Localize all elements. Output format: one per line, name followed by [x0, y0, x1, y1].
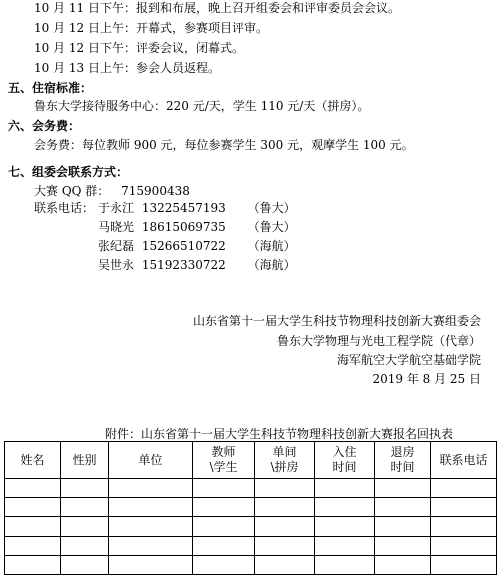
- schedule-line-4: 10 月 13 日上午：参会人员返程。: [34, 61, 220, 75]
- table-row: [5, 479, 497, 498]
- contact-row: [98, 219, 296, 235]
- contact-org: （海航）: [247, 239, 296, 253]
- table-header-row: [5, 442, 497, 479]
- qq-group-number: 715900438: [121, 184, 190, 198]
- table-row: [5, 498, 497, 517]
- conference-fee-text: 会务费：每位教师 900 元，每位参赛学生 300 元，观摩学生 100 元。: [34, 138, 414, 152]
- contact-org: （海航）: [247, 258, 296, 272]
- signature-school-1: 鲁东大学物理与光电工程学院（代章）: [276, 334, 481, 348]
- header-checkout-time: 退房 时间: [375, 442, 431, 479]
- qq-group-line: [34, 183, 190, 199]
- contact-name: 张纪磊: [98, 239, 135, 253]
- schedule-line-1: 10 月 11 日下午：报到和布展，晚上召开组委会和评审委员会会议。: [34, 1, 400, 15]
- contact-org: （鲁大）: [247, 220, 296, 234]
- qq-group-label: 大赛 QQ 群：: [34, 184, 110, 198]
- header-gender: 性别: [61, 442, 109, 479]
- registration-receipt-table: [4, 441, 497, 575]
- contact-phone: 15266510722: [141, 239, 226, 253]
- header-checkin-time: 入住 时间: [315, 442, 375, 479]
- section-7-heading: 七、组委会联系方式：: [8, 165, 129, 179]
- signature-date: 2019 年 8 月 25 日: [372, 372, 481, 386]
- contact-name: 吴世永: [98, 258, 135, 272]
- signature-organizer: 山东省第十一届大学生科技节物理科技创新大赛组委会: [192, 314, 481, 328]
- header-name: 姓名: [5, 442, 61, 479]
- section-5-heading: 五、住宿标准：: [8, 81, 93, 95]
- contact-row: [98, 257, 296, 273]
- contact-phone: 18615069735: [141, 220, 226, 234]
- signature-school-2: 海军航空大学航空基础学院: [336, 353, 481, 367]
- table-row: [5, 536, 497, 555]
- contact-org: （鲁大）: [247, 201, 296, 215]
- contact-phone: 15192330722: [141, 258, 226, 272]
- table-row: [5, 555, 497, 574]
- schedule-line-3: 10 月 12 日下午：评委会议，闭幕式。: [34, 41, 244, 55]
- contact-name: 于永江: [98, 201, 135, 215]
- appendix-title: 附件：山东省第十一届大学生科技节物理科技创新大赛报名回执表: [105, 427, 454, 441]
- table-row: [5, 517, 497, 536]
- contact-phone-label: 联系电话：: [34, 201, 95, 215]
- schedule-line-2: 10 月 12 日上午：开幕式，参赛项目评审。: [34, 21, 268, 35]
- header-teacher-student: 教师 \学生: [193, 442, 255, 479]
- contact-name: 马晓光: [98, 220, 135, 234]
- contact-row: [98, 238, 296, 254]
- contact-phone: 13225457193: [141, 201, 226, 215]
- header-contact-phone: 联系电话: [431, 442, 497, 479]
- accommodation-text: 鲁东大学接待服务中心：220 元/天，学生 110 元/天（拼房）。: [34, 99, 370, 113]
- header-unit: 单位: [109, 442, 193, 479]
- header-room-type: 单间 \拼房: [255, 442, 315, 479]
- section-6-heading: 六、会务费：: [8, 119, 81, 133]
- contact-row: [98, 200, 296, 216]
